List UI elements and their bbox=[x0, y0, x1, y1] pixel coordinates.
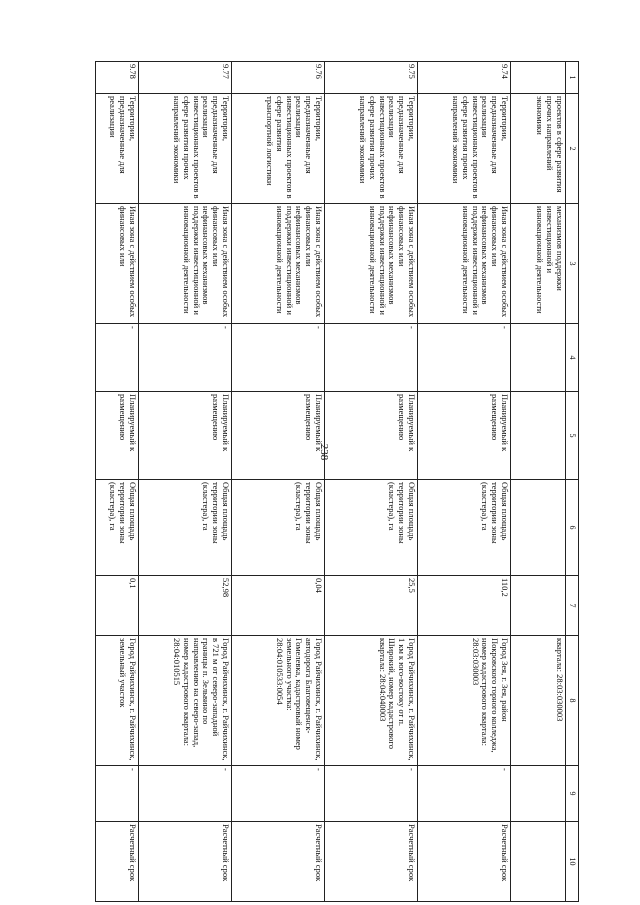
cell-name: Иная зона с действием особых финансовых или bbox=[96, 204, 139, 324]
table-row bbox=[139, 62, 232, 902]
cell-value: 0,1 bbox=[96, 576, 139, 636]
cell-status: Планируемый к размещению bbox=[232, 392, 325, 480]
column-header: 3 bbox=[566, 204, 579, 324]
cell-number bbox=[511, 62, 566, 94]
cell-status: Планируемый к размещению bbox=[139, 392, 232, 480]
cell-term: Расчетный срок bbox=[418, 822, 511, 902]
cell-name: Иная зона с действием особых финансовых или нефинансовых механизмов поддержки инвестиционной и инновационной деятельности bbox=[139, 204, 232, 324]
cell-purpose: Территории, предназначенные для реализации инвестиционных проектов в сфере развития транспортной логистики bbox=[232, 94, 325, 204]
cell-parameter: Общая площадь территории зоны (кластера), га bbox=[96, 480, 139, 576]
table-row bbox=[511, 62, 566, 902]
cell-term: Расчетный срок bbox=[96, 822, 139, 902]
cell-term: Расчетный срок bbox=[325, 822, 418, 902]
cell-value: 25,5 bbox=[325, 576, 418, 636]
cell-value: 0,04 bbox=[232, 576, 325, 636]
cell-purpose: Территории, предназначенные для реализации инвестиционных проектов в сфере развития прочих направлений экономики bbox=[418, 94, 511, 204]
cell-parameter: Общая площадь территории зоны (кластера), га bbox=[232, 480, 325, 576]
cell-location: Город Райчихинск, г. Райчихинск, автодорога Благовещенск-Гомелевка, кадастровый номер земельного участка: 28:04:010533:0054 bbox=[232, 636, 325, 766]
cell-col9 bbox=[511, 766, 566, 822]
cell-parameter: Общая площадь территории зоны (кластера), га bbox=[418, 480, 511, 576]
cell-col9: - bbox=[96, 766, 139, 822]
column-header: 2 bbox=[566, 94, 579, 204]
cell-parameter: Общая площадь территории зоны (кластера), га bbox=[325, 480, 418, 576]
cell-name: механизмов поддержки инвестиционной и инновационной деятельности bbox=[511, 204, 566, 324]
cell-col9: - bbox=[325, 766, 418, 822]
cell-col9: - bbox=[139, 766, 232, 822]
cell-location: Город Райчихинск, г. Райчихинск, в 721 м от северо-западной границы п. Зельвино по направлению на северо-запад, номер кадастрового квартала: 28:04:010515 bbox=[139, 636, 232, 766]
cell-purpose: Территории, предназначенные для реализации инвестиционных проектов в сфере развития прочих направлений экономики bbox=[139, 94, 232, 204]
cell-number: 9.78 bbox=[96, 62, 139, 94]
cell-number: 9.77 bbox=[139, 62, 232, 94]
cell-value: 110,2 bbox=[418, 576, 511, 636]
cell-col4: - bbox=[418, 324, 511, 392]
column-header: 1 bbox=[566, 62, 579, 94]
cell-name: Иная зона с действием особых финансовых или нефинансовых механизмов поддержки инвестиционной и инновационной деятельности bbox=[325, 204, 418, 324]
cell-col4: - bbox=[96, 324, 139, 392]
cell-location: Город Райчихинск, г. Райчихинск, земельный участок bbox=[96, 636, 139, 766]
cell-parameter: Общая площадь территории зоны (кластера), га bbox=[139, 480, 232, 576]
cell-name: Иная зона с действием особых финансовых или нефинансовых механизмов поддержки инвестиционной и инновационной деятельности bbox=[418, 204, 511, 324]
cell-number: 9.76 bbox=[232, 62, 325, 94]
column-header: 8 bbox=[566, 636, 579, 766]
cell-status: Планируемый к размещению bbox=[418, 392, 511, 480]
cell-status: Планируемый к размещению bbox=[325, 392, 418, 480]
cell-col9: - bbox=[418, 766, 511, 822]
cell-term: Расчетный срок bbox=[139, 822, 232, 902]
table-row bbox=[232, 62, 325, 902]
cell-value bbox=[511, 576, 566, 636]
data-table bbox=[95, 61, 579, 902]
column-header: 7 bbox=[566, 576, 579, 636]
cell-col4 bbox=[511, 324, 566, 392]
cell-col4: - bbox=[139, 324, 232, 392]
table-row bbox=[418, 62, 511, 902]
cell-number: 9.74 bbox=[418, 62, 511, 94]
cell-number: 9.75 bbox=[325, 62, 418, 94]
page-number: 238 bbox=[318, 443, 330, 461]
column-header: 6 bbox=[566, 480, 579, 576]
cell-term bbox=[511, 822, 566, 902]
cell-location: квартала: 28:03:030003 bbox=[511, 636, 566, 766]
cell-purpose: Территории, предназначенные для реализации инвестиционных проектов в сфере развития прочих направлений экономики bbox=[325, 94, 418, 204]
column-header: 10 bbox=[566, 822, 579, 902]
cell-parameter bbox=[511, 480, 566, 576]
cell-status bbox=[511, 392, 566, 480]
cell-term: Расчетный срок bbox=[232, 822, 325, 902]
table-row bbox=[325, 62, 418, 902]
cell-col4: - bbox=[232, 324, 325, 392]
cell-col4: - bbox=[325, 324, 418, 392]
cell-value: 52,98 bbox=[139, 576, 232, 636]
cell-purpose: проектов в сфере развития прочих направлений экономики bbox=[511, 94, 566, 204]
table-row bbox=[96, 62, 139, 902]
table-container bbox=[108, 61, 579, 901]
header-row bbox=[566, 62, 579, 902]
column-header: 5 bbox=[566, 392, 579, 480]
cell-location: Город Райчихинск, г. Райчихинск, 1 км к юго-востоку от п. Широкий, номер кадастрового квартала: 28:04:040003 bbox=[325, 636, 418, 766]
column-header: 4 bbox=[566, 324, 579, 392]
cell-location: Город Зея, г. Зея, район Покровского горного колледжа, номер кадастрового квартала: 28:03:030003 bbox=[418, 636, 511, 766]
column-header: 9 bbox=[566, 766, 579, 822]
cell-purpose: Территории, предназначенные для реализации bbox=[96, 94, 139, 204]
cell-status: Планируемый к размещению bbox=[96, 392, 139, 480]
cell-name: Иная зона с действием особых финансовых или нефинансовых механизмов поддержки инвестиционной и инновационной деятельности bbox=[232, 204, 325, 324]
cell-col9: - bbox=[232, 766, 325, 822]
